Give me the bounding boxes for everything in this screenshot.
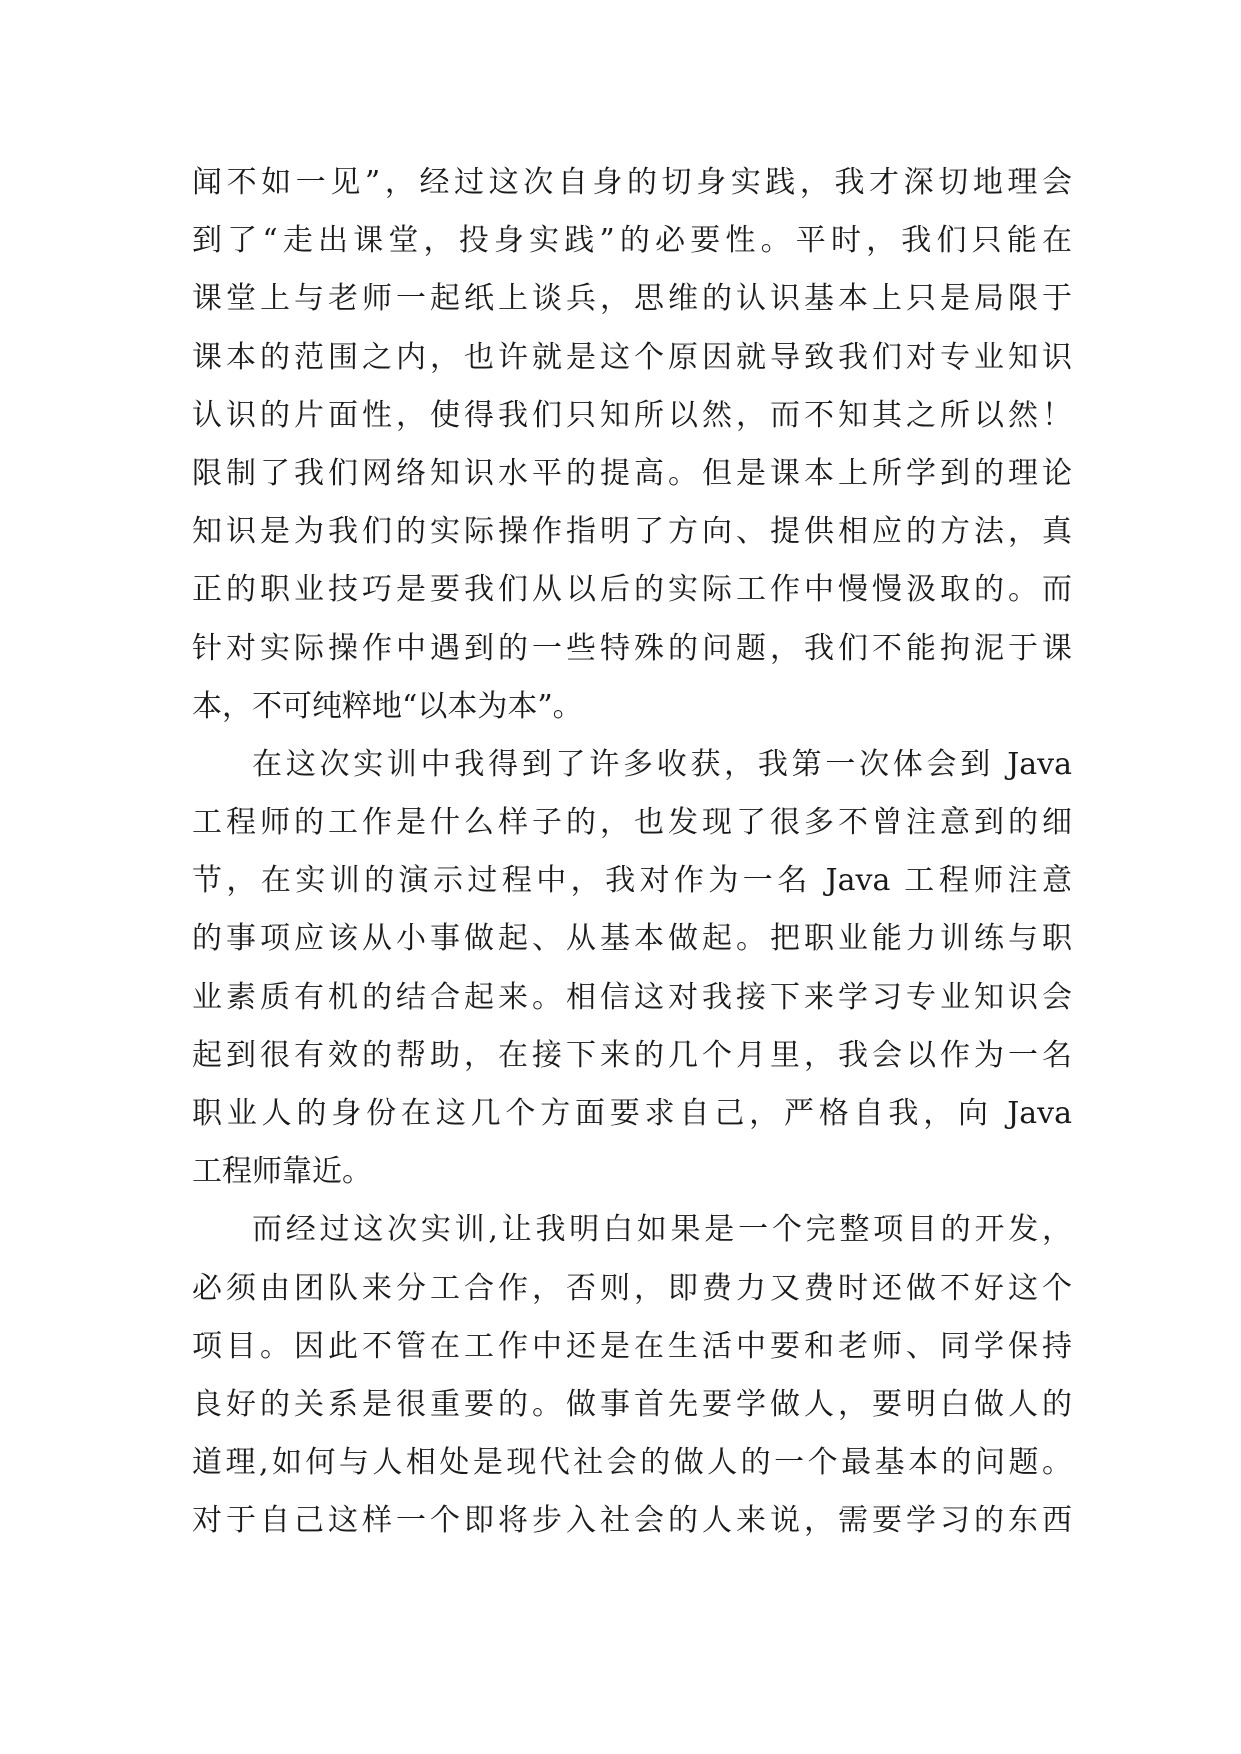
text-line: 对于自己这样一个即将步入社会的人来说，需要学习的东西	[192, 1503, 1072, 1539]
text-line: 闻不如一见”，经过这次自身的切身实践，我才深切地理会	[192, 165, 1072, 200]
text-line: 工程师靠近。	[192, 1154, 372, 1190]
paragraph-first-line: 而经过这次实训,让我明白如果是一个完整项目的开发，	[252, 1212, 1072, 1248]
text-line: 的事项应该从小事做起、从基本做起。把职业能力训练与职	[192, 921, 1072, 957]
text-line: 正的职业技巧是要我们从以后的实际工作中慢慢汲取的。而	[192, 572, 1072, 608]
text-line: 知识是为我们的实际操作指明了方向、提供相应的方法，真	[192, 514, 1072, 550]
text-line: 节，在实训的演示过程中，我对作为一名 Java 工程师注意	[192, 863, 1072, 899]
text-line: 限制了我们网络知识水平的提高。但是课本上所学到的理论	[192, 455, 1072, 491]
text-line: 良好的关系是很重要的。做事首先要学做人，要明白做人的	[192, 1386, 1072, 1422]
text-line: 业素质有机的结合起来。相信这对我接下来学习专业知识会	[192, 979, 1072, 1015]
text-line: 项目。因此不管在工作中还是在生活中要和老师、同学保持	[192, 1328, 1072, 1364]
text-line: 到了“走出课堂，投身实践”的必要性。平时，我们只能在	[192, 223, 1072, 259]
text-line: 道理,如何与人相处是现代社会的做人的一个最基本的问题。	[192, 1445, 1072, 1481]
text-line: 本，不可纯粹地“以本为本”。	[192, 688, 583, 724]
text-line: 课本的范围之内，也许就是这个原因就导致我们对专业知识	[192, 339, 1072, 375]
text-line: 职业人的身份在这几个方面要求自己，严格自我，向 Java	[192, 1096, 1072, 1131]
text-line: 针对实际操作中遇到的一些特殊的问题，我们不能拘泥于课	[192, 630, 1072, 666]
text-line: 必须由团队来分工合作，否则，即费力又费时还做不好这个	[192, 1270, 1072, 1306]
text-line: 课堂上与老师一起纸上谈兵，思维的认识基本上只是局限于	[192, 281, 1072, 317]
text-line: 认识的片面性，使得我们只知所以然，而不知其之所以然！	[192, 397, 1072, 433]
body-text	[192, 154, 1072, 1551]
text-line: 起到很有效的帮助，在接下来的几个月里，我会以作为一名	[192, 1037, 1072, 1073]
paragraph-first-line: 在这次实训中我得到了许多收获，我第一次体会到 Java	[252, 746, 1072, 782]
text-line: 工程师的工作是什么样子的，也发现了很多不曾注意到的细	[192, 805, 1072, 841]
